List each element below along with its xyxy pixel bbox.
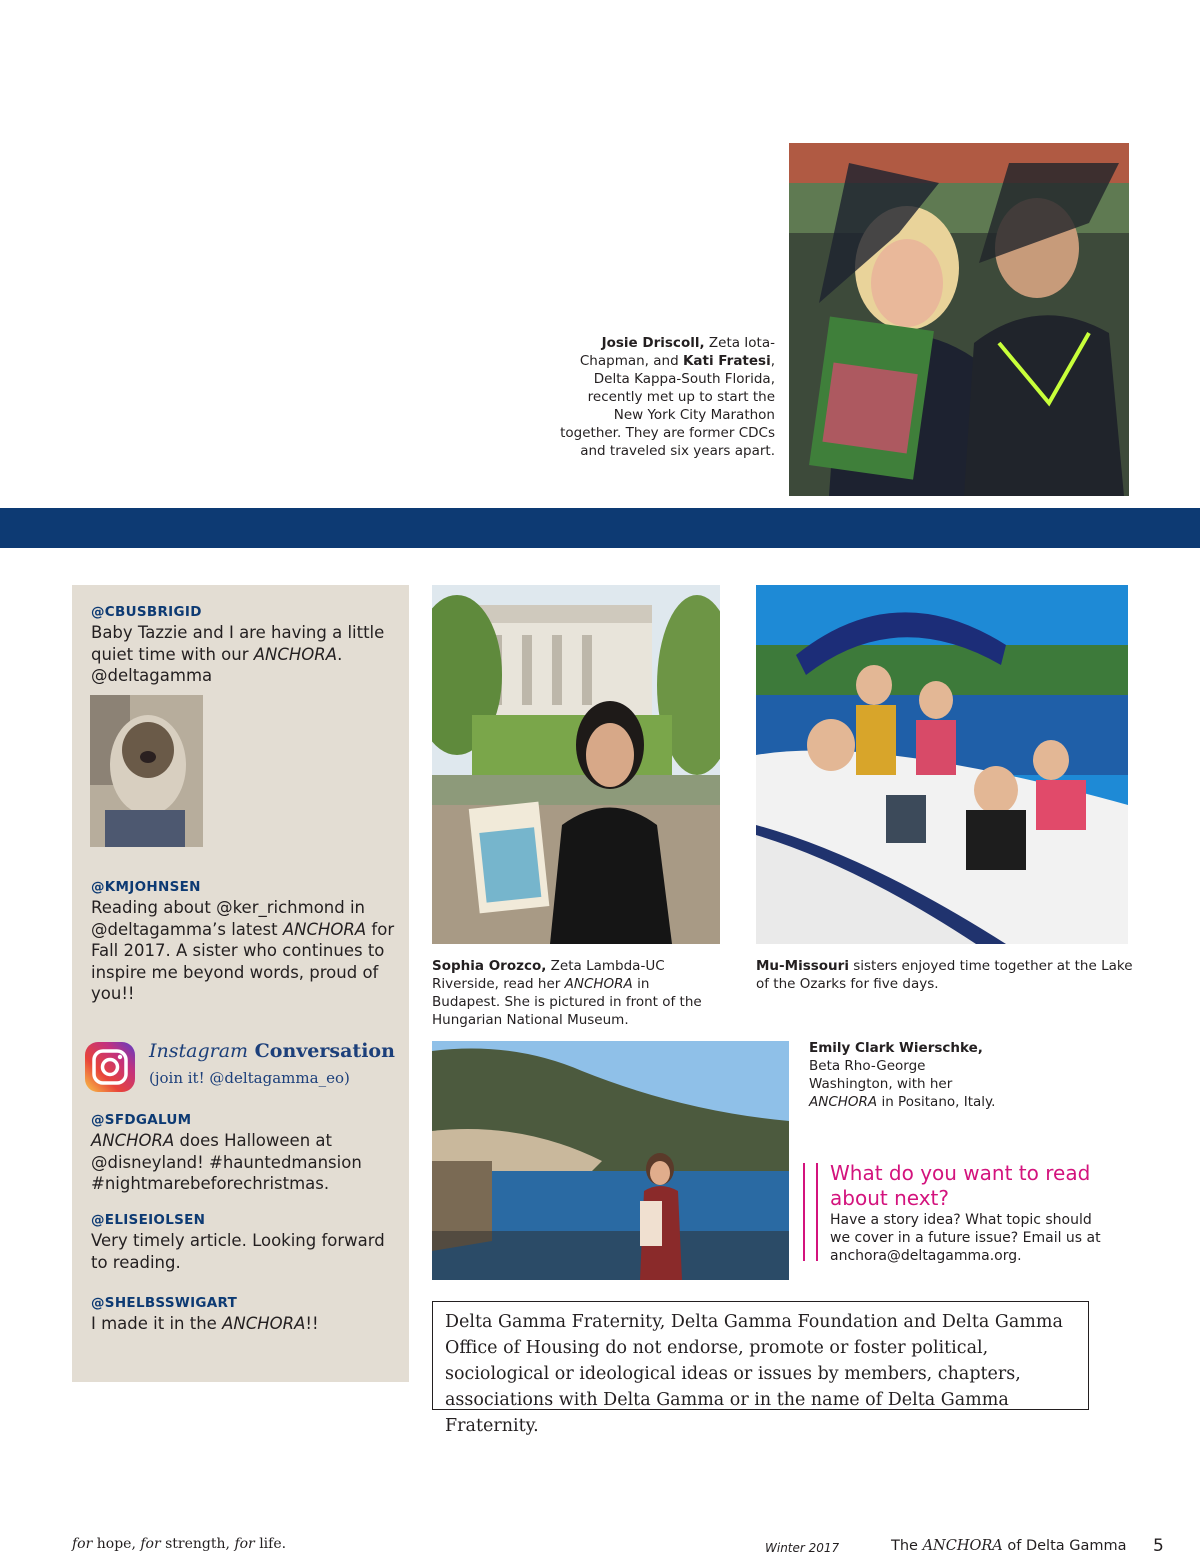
disclaimer-box: Delta Gamma Fraternity, Delta Gamma Foundation and Delta Gamma Office of Housing do not endorse, promote or foster political, sociological or ideological ideas or issues by members, chapters, associations with Delta Gamma or in the name of Delta Gamma Fraternity. <box>432 1301 1089 1410</box>
marathon-caption: Josie Driscoll, Zeta Iota-Chapman, and Kati Fratesi, Delta Kappa-South Florida, recently met up to start the New York City Marathon together. They are former CDCs and traveled six years apart. <box>560 335 775 459</box>
post-text: Baby Tazzie and I are having a little quiet time with our ANCHORA. @deltagamma <box>91 623 385 685</box>
post-handle[interactable]: @KMJOHNSEN <box>91 879 201 895</box>
positano-caption: Emily Clark Wierschke, Beta Rho-George Washington, with her ANCHORA in Positano, Italy. <box>809 1040 996 1110</box>
post-handle[interactable]: @ELISEIOLSEN <box>91 1212 206 1228</box>
callout-accent-bar <box>803 1163 805 1261</box>
callout-body[interactable]: Have a story idea? What topic should we cover in a future issue? Email us at anchora@deltagamma.org. <box>830 1212 1101 1264</box>
post-text: Very timely article. Looking forward to reading. <box>91 1231 385 1272</box>
instagram-conversation-title: Instagram Conversation <box>149 1040 395 1062</box>
callout-accent-bar <box>816 1163 818 1261</box>
budapest-photo <box>432 585 720 944</box>
footer-issue: Winter 2017 <box>765 1541 840 1555</box>
post-text: ANCHORA does Halloween at @disneyland! #hauntedmansion #nightmarebeforechristmas. <box>91 1131 362 1193</box>
post-handle[interactable]: @SHELBSSWIGART <box>91 1295 238 1311</box>
instagram-subtitle[interactable]: (join it! @deltagamma_eo) <box>149 1069 350 1087</box>
footer-magazine-title: The ANCHORA of Delta Gamma <box>891 1538 1127 1554</box>
dog-photo <box>90 695 203 847</box>
budapest-caption: Sophia Orozco, Zeta Lambda-UC Riverside, read her ANCHORA in Budapest. She is pictured in front of the Hungarian National Museum. <box>432 958 702 1028</box>
footer-tagline: for hope, for strength, for life. <box>72 1536 287 1552</box>
positano-photo <box>432 1041 789 1280</box>
section-divider-band <box>0 508 1200 548</box>
page-number: 5 <box>1153 1536 1164 1556</box>
marathon-photo <box>789 143 1129 496</box>
post-text: I made it in the ANCHORA!! <box>91 1314 319 1333</box>
post-text: Reading about @ker_richmond in @deltagamma’s latest ANCHORA for Fall 2017. A sister who continues to inspire me beyond words, proud of you!! <box>91 898 395 1003</box>
instagram-icon[interactable] <box>84 1041 136 1093</box>
callout-headline: What do you want to read about next? <box>830 1161 1091 1210</box>
post-handle[interactable]: @CBUSBRIGID <box>91 604 202 620</box>
post-handle[interactable]: @SFDGALUM <box>91 1112 192 1128</box>
boat-caption: Mu-Missouri sisters enjoyed time together at the Lake of the Ozarks for five days. <box>756 958 1133 992</box>
boat-photo <box>756 585 1128 944</box>
